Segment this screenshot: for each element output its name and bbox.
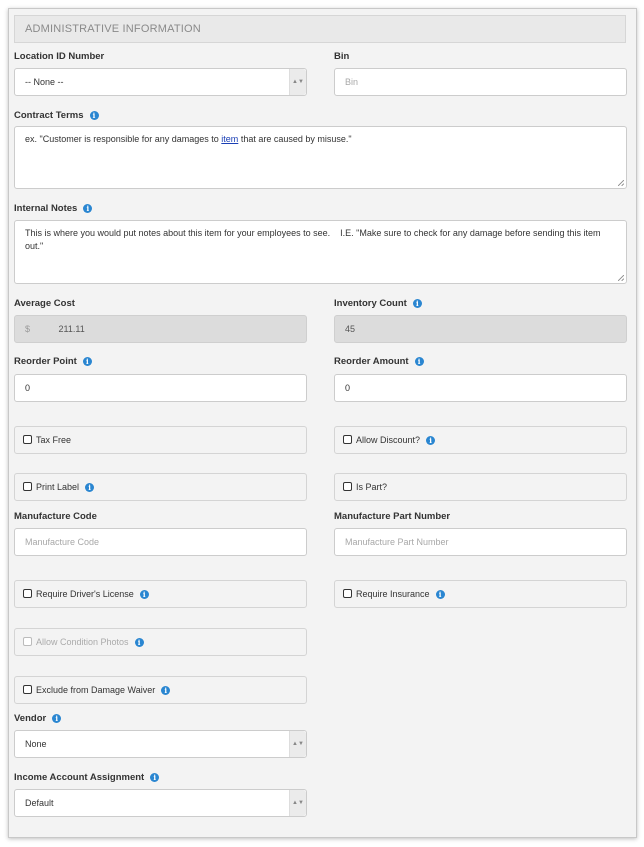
contract-terms-textarea[interactable] — [14, 126, 627, 189]
require-insurance-label-text: Require Insurance — [356, 589, 430, 599]
reorder-amount-input[interactable]: 0 — [334, 374, 627, 402]
print-label-label-text: Print Label — [36, 482, 80, 492]
location-id-label: Location ID Number — [14, 51, 105, 62]
contract-terms-label — [14, 110, 99, 122]
average-cost-value: 211.11 — [58, 324, 85, 334]
internal-notes-label-text: Internal Notes — [14, 203, 78, 214]
allow-discount-checkbox-row[interactable] — [334, 426, 627, 454]
resize-handle-icon[interactable] — [618, 275, 624, 281]
allow-discount-label-text: Allow Discount? — [356, 435, 421, 445]
info-icon[interactable]: i — [415, 357, 424, 366]
contract-terms-text-before: ex. "Customer is responsible for any damages to — [25, 134, 222, 144]
tax-free-checkbox[interactable] — [23, 435, 32, 444]
inventory-count-label — [334, 298, 422, 310]
dropdown-arrow-icon: ▲▼ — [289, 69, 306, 95]
vendor-select[interactable] — [14, 730, 307, 758]
income-account-select[interactable] — [14, 789, 307, 817]
is-part-checkbox[interactable] — [343, 482, 352, 491]
bin-input[interactable]: Bin — [334, 68, 627, 96]
exclude-damage-waiver-checkbox[interactable] — [23, 685, 32, 694]
info-icon[interactable]: i — [426, 436, 435, 445]
reorder-amount-label — [334, 356, 424, 368]
income-account-value: Default — [25, 798, 54, 808]
inventory-count-label-text: Inventory Count — [334, 298, 407, 309]
reorder-amount-label-text: Reorder Amount — [334, 356, 409, 367]
is-part-label: Is Part? — [356, 482, 388, 492]
contract-terms-item-link: item — [221, 134, 239, 144]
info-icon[interactable]: i — [85, 483, 94, 492]
manufacture-part-label: Manufacture Part Number — [334, 511, 451, 522]
require-insurance-label — [356, 581, 445, 607]
info-icon[interactable]: i — [140, 590, 149, 599]
info-icon[interactable]: i — [150, 773, 159, 782]
info-icon[interactable]: i — [52, 714, 61, 723]
section-header: ADMINISTRATIVE INFORMATION — [14, 15, 626, 43]
inventory-count-input: 45 — [334, 315, 627, 343]
print-label-checkbox[interactable] — [23, 482, 32, 491]
vendor-value: None — [25, 739, 47, 749]
print-label-checkbox-row[interactable] — [14, 473, 307, 501]
info-icon[interactable]: i — [83, 357, 92, 366]
location-id-value: -- None -- — [25, 77, 64, 87]
info-icon[interactable]: i — [135, 638, 144, 647]
require-license-label — [36, 581, 149, 607]
info-icon[interactable]: i — [436, 590, 445, 599]
internal-notes-text: This is where you would put notes about this item for your employees to see. I.E. "Make sure to check for any damage before sending this item out." — [25, 228, 604, 251]
allow-condition-photos-label — [36, 629, 144, 655]
is-part-checkbox-row[interactable] — [334, 473, 627, 501]
manufacture-code-input[interactable]: Manufacture Code — [14, 528, 307, 556]
info-icon[interactable]: i — [413, 299, 422, 308]
reorder-point-label — [14, 356, 92, 368]
administrative-info-panel — [8, 8, 637, 838]
tax-free-checkbox-row[interactable] — [14, 426, 307, 454]
exclude-damage-waiver-label — [36, 677, 170, 703]
contract-terms-text-after: that are caused by misuse." — [238, 134, 352, 144]
currency-symbol: $ — [25, 324, 31, 334]
require-license-checkbox-row[interactable] — [14, 580, 307, 608]
info-icon[interactable]: i — [161, 686, 170, 695]
contract-terms-label-text: Contract Terms — [14, 110, 84, 121]
vendor-label-text: Vendor — [14, 713, 47, 724]
dropdown-arrow-icon: ▲▼ — [289, 790, 306, 816]
allow-condition-photos-checkbox — [23, 637, 32, 646]
average-cost-label: Average Cost — [14, 298, 75, 309]
require-insurance-checkbox[interactable] — [343, 589, 352, 598]
location-id-select[interactable] — [14, 68, 307, 96]
income-account-label — [14, 772, 159, 784]
internal-notes-label — [14, 203, 92, 215]
vendor-label — [14, 713, 61, 725]
average-cost-input — [14, 315, 307, 343]
reorder-point-input[interactable]: 0 — [14, 374, 307, 402]
manufacture-part-input[interactable]: Manufacture Part Number — [334, 528, 627, 556]
require-license-label-text: Require Driver's License — [36, 589, 134, 599]
require-license-checkbox[interactable] — [23, 589, 32, 598]
allow-discount-label — [356, 427, 435, 453]
allow-condition-photos-checkbox-row — [14, 628, 307, 656]
dropdown-arrow-icon: ▲▼ — [289, 731, 306, 757]
info-icon[interactable]: i — [90, 111, 99, 120]
print-label-label — [36, 474, 94, 500]
require-insurance-checkbox-row[interactable] — [334, 580, 627, 608]
bin-label: Bin — [334, 51, 350, 62]
info-icon[interactable]: i — [83, 204, 92, 213]
resize-handle-icon[interactable] — [618, 180, 624, 186]
manufacture-code-label: Manufacture Code — [14, 511, 97, 522]
income-account-label-text: Income Account Assignment — [14, 772, 145, 783]
allow-condition-photos-label-text: Allow Condition Photos — [36, 637, 129, 647]
exclude-damage-waiver-label-text: Exclude from Damage Waiver — [36, 685, 156, 695]
reorder-point-label-text: Reorder Point — [14, 356, 77, 367]
internal-notes-textarea[interactable] — [14, 220, 627, 284]
allow-discount-checkbox[interactable] — [343, 435, 352, 444]
exclude-damage-waiver-checkbox-row[interactable] — [14, 676, 307, 704]
tax-free-label: Tax Free — [36, 435, 72, 445]
